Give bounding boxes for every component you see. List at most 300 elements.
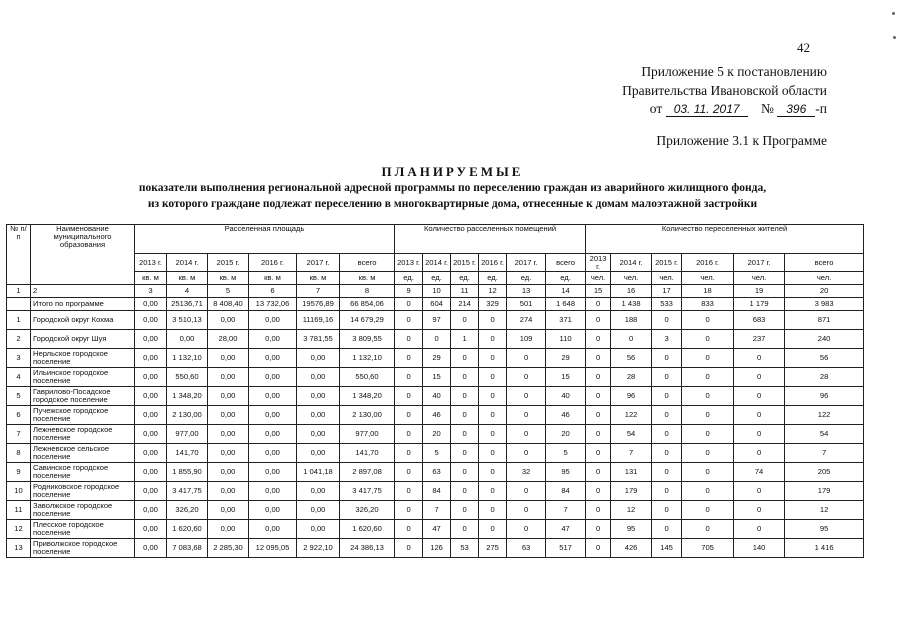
table-cell: 0: [451, 349, 479, 368]
total-cell: [7, 298, 31, 311]
table-row: [7, 425, 864, 444]
table-cell: 0: [734, 387, 785, 406]
column-number: 17: [652, 285, 682, 298]
table-row: [7, 444, 864, 463]
indicators-table: [6, 224, 864, 558]
column-number: 12: [479, 285, 507, 298]
page-number: 42: [797, 40, 810, 55]
table-cell: 0: [586, 444, 611, 463]
row-number: 2: [7, 330, 31, 349]
unit-header: кв. м: [340, 272, 395, 285]
table-cell: 0,00: [297, 482, 340, 501]
table-cell: 0: [479, 349, 507, 368]
table-cell: 32: [507, 463, 546, 482]
row-number: 11: [7, 501, 31, 520]
table-cell: 0: [507, 425, 546, 444]
unit-header: кв. м: [297, 272, 340, 285]
table-cell: 84: [423, 482, 451, 501]
total-cell: 0: [395, 298, 423, 311]
table-cell: 7: [611, 444, 652, 463]
table-cell: 0: [652, 463, 682, 482]
table-cell: 0: [734, 520, 785, 539]
table-cell: 0,00: [135, 349, 167, 368]
table-cell: 7: [423, 501, 451, 520]
table-cell: 0,00: [135, 387, 167, 406]
table-cell: 0,00: [135, 520, 167, 539]
municipality-name: Лежневское городское поселение: [31, 425, 135, 444]
total-cell: 13 732,06: [249, 298, 297, 311]
table-cell: 0: [451, 520, 479, 539]
table-cell: 3 417,75: [340, 482, 395, 501]
table-cell: 371: [546, 311, 586, 330]
table-cell: 5: [423, 444, 451, 463]
table-cell: 0,00: [249, 425, 297, 444]
table-row: [7, 387, 864, 406]
title-main: ПЛАНИРУЕМЫЕ: [381, 164, 524, 179]
table-cell: 0: [682, 501, 734, 520]
table-cell: 56: [785, 349, 864, 368]
table-cell: 0: [652, 349, 682, 368]
total-cell: 329: [479, 298, 507, 311]
table-cell: 0: [451, 425, 479, 444]
years-row: [7, 254, 864, 272]
table-cell: 0: [479, 501, 507, 520]
municipality-name: Заволжское городское поселение: [31, 501, 135, 520]
table-cell: 0: [682, 425, 734, 444]
table-cell: 110: [546, 330, 586, 349]
table-cell: 0,00: [135, 539, 167, 558]
table-cell: 326,20: [167, 501, 208, 520]
total-cell: 19576,89: [297, 298, 340, 311]
table-cell: 0,00: [249, 330, 297, 349]
table-row: [7, 501, 864, 520]
table-cell: 0: [652, 482, 682, 501]
table-cell: 0: [451, 444, 479, 463]
table-cell: 550,60: [167, 368, 208, 387]
table-cell: 0: [682, 463, 734, 482]
total-cell: 1 179: [734, 298, 785, 311]
column-number: 4: [167, 285, 208, 298]
table-cell: 517: [546, 539, 586, 558]
table-cell: 1 132,10: [167, 349, 208, 368]
table-cell: 40: [546, 387, 586, 406]
table-cell: 0: [507, 368, 546, 387]
table-cell: 0: [479, 330, 507, 349]
unit-header: кв. м: [249, 272, 297, 285]
table-cell: 0: [682, 368, 734, 387]
total-cell: 214: [451, 298, 479, 311]
column-number: 11: [451, 285, 479, 298]
row-number: 1: [7, 311, 31, 330]
document-date: 03. 11. 2017: [666, 102, 748, 117]
header-line-2: Правительства Ивановской области: [622, 83, 827, 98]
table-cell: 0: [652, 444, 682, 463]
total-cell: 0,00: [135, 298, 167, 311]
table-cell: 0,00: [135, 501, 167, 520]
column-number: 3: [135, 285, 167, 298]
table-cell: 2 130,00: [340, 406, 395, 425]
year-header: 2014 г.: [167, 254, 208, 272]
table-cell: 0: [479, 406, 507, 425]
table-cell: 0: [507, 520, 546, 539]
table-cell: 274: [507, 311, 546, 330]
table-cell: 56: [611, 349, 652, 368]
table-cell: 871: [785, 311, 864, 330]
table-cell: 0,00: [208, 444, 249, 463]
row-number: 12: [7, 520, 31, 539]
table-cell: 0: [734, 444, 785, 463]
column-number: 9: [395, 285, 423, 298]
table-cell: 0: [395, 349, 423, 368]
table-cell: 0: [479, 387, 507, 406]
table-cell: 54: [611, 425, 652, 444]
table-cell: 0: [682, 349, 734, 368]
column-number: 6: [249, 285, 297, 298]
table-cell: 0: [586, 463, 611, 482]
column-number: 16: [611, 285, 652, 298]
table-cell: 0: [682, 311, 734, 330]
row-number: 13: [7, 539, 31, 558]
table-row: [7, 539, 864, 558]
table-cell: 11169,16: [297, 311, 340, 330]
table-cell: 0,00: [297, 425, 340, 444]
table-cell: 0,00: [297, 444, 340, 463]
table-cell: 1 620,60: [167, 520, 208, 539]
table-row: [7, 368, 864, 387]
table-cell: 0: [652, 368, 682, 387]
year-header: 2016 г.: [682, 254, 734, 272]
col-name-header: Наименование муниципального образования: [31, 225, 135, 285]
table-cell: 0: [652, 406, 682, 425]
table-cell: 0: [507, 444, 546, 463]
table-cell: 95: [611, 520, 652, 539]
table-cell: 40: [423, 387, 451, 406]
table-cell: 0,00: [208, 406, 249, 425]
table-cell: 28: [611, 368, 652, 387]
table-cell: 0: [682, 406, 734, 425]
table-cell: 275: [479, 539, 507, 558]
table-cell: 0: [479, 311, 507, 330]
table-cell: 0: [395, 444, 423, 463]
total-cell: 0: [586, 298, 611, 311]
total-cell: 604: [423, 298, 451, 311]
table-cell: 0: [682, 520, 734, 539]
appendix-label: Приложение 3.1 к Программе: [656, 133, 827, 148]
table-cell: 63: [507, 539, 546, 558]
table-cell: 0,00: [249, 463, 297, 482]
table-cell: 0,00: [249, 501, 297, 520]
column-number: 8: [340, 285, 395, 298]
table-cell: 0: [586, 482, 611, 501]
column-number: 18: [682, 285, 734, 298]
column-number: 15: [586, 285, 611, 298]
table-cell: 0,00: [249, 387, 297, 406]
table-cell: 179: [611, 482, 652, 501]
table-cell: 0,00: [208, 387, 249, 406]
total-cell: 533: [652, 298, 682, 311]
table-cell: 0,00: [167, 330, 208, 349]
table-cell: 0: [682, 444, 734, 463]
number-label: №: [761, 101, 774, 116]
table-cell: 0: [451, 482, 479, 501]
table-cell: 0: [395, 425, 423, 444]
table-cell: 24 386,13: [340, 539, 395, 558]
column-number: 2: [31, 285, 135, 298]
total-label: Итого по программе: [31, 298, 135, 311]
table-cell: 0,00: [297, 387, 340, 406]
table-cell: 0: [479, 368, 507, 387]
table-cell: 141,70: [340, 444, 395, 463]
table-cell: 15: [423, 368, 451, 387]
table-cell: 0,00: [208, 520, 249, 539]
table-cell: 47: [423, 520, 451, 539]
unit-header: кв. м: [135, 272, 167, 285]
table-cell: 12: [785, 501, 864, 520]
unit-header: чел.: [682, 272, 734, 285]
table-cell: 0,00: [135, 463, 167, 482]
unit-header: ед.: [479, 272, 507, 285]
table-cell: 0,00: [249, 520, 297, 539]
table-cell: 0: [586, 330, 611, 349]
table-cell: 0: [586, 349, 611, 368]
municipality-name: Гаврилово-Посадское городское поселение: [31, 387, 135, 406]
table-cell: 0: [734, 406, 785, 425]
total-cell: 1 648: [546, 298, 586, 311]
table-cell: 0: [451, 463, 479, 482]
year-header: 2017 г.: [507, 254, 546, 272]
table-cell: 0: [586, 501, 611, 520]
total-cell: 833: [682, 298, 734, 311]
municipality-name: Пучежское городское поселение: [31, 406, 135, 425]
column-numbers-row: [7, 285, 864, 298]
column-number: 20: [785, 285, 864, 298]
table-cell: 0: [586, 368, 611, 387]
year-header: 2015 г.: [208, 254, 249, 272]
total-cell: 501: [507, 298, 546, 311]
table-cell: 95: [546, 463, 586, 482]
table-cell: 0: [586, 520, 611, 539]
table-cell: 28: [785, 368, 864, 387]
table-cell: 0: [652, 520, 682, 539]
unit-header: чел.: [611, 272, 652, 285]
table-cell: 0,00: [249, 311, 297, 330]
unit-header: ед.: [546, 272, 586, 285]
table-cell: 20: [423, 425, 451, 444]
table-cell: 0: [734, 349, 785, 368]
table-cell: 145: [652, 539, 682, 558]
table-cell: 96: [611, 387, 652, 406]
unit-header: чел.: [586, 272, 611, 285]
table-cell: 97: [423, 311, 451, 330]
unit-header: чел.: [652, 272, 682, 285]
table-cell: 0: [652, 387, 682, 406]
municipality-name: Плесское городское поселение: [31, 520, 135, 539]
table-cell: 126: [423, 539, 451, 558]
year-header: 2017 г.: [297, 254, 340, 272]
municipality-name: Нерльское городское поселение: [31, 349, 135, 368]
table-cell: 0: [682, 330, 734, 349]
row-number: 3: [7, 349, 31, 368]
table-cell: 0: [507, 482, 546, 501]
scan-speck: [892, 12, 895, 15]
table-cell: 0,00: [249, 482, 297, 501]
table-cell: 705: [682, 539, 734, 558]
table-cell: 0,00: [208, 463, 249, 482]
table-cell: 0: [586, 425, 611, 444]
year-header: всего: [340, 254, 395, 272]
table-cell: 0: [507, 349, 546, 368]
table-cell: 15: [546, 368, 586, 387]
table-row: [7, 463, 864, 482]
table-cell: 977,00: [167, 425, 208, 444]
table-cell: 122: [785, 406, 864, 425]
table-cell: 0: [734, 425, 785, 444]
table-cell: 53: [451, 539, 479, 558]
scan-speck: [893, 36, 896, 39]
unit-header: кв. м: [208, 272, 249, 285]
table-cell: 1 132,10: [340, 349, 395, 368]
row-number: 5: [7, 387, 31, 406]
table-cell: 0: [586, 539, 611, 558]
table-cell: 2 130,00: [167, 406, 208, 425]
table-cell: 188: [611, 311, 652, 330]
table-cell: 14 679,29: [340, 311, 395, 330]
table-cell: 0,00: [135, 330, 167, 349]
table-cell: 0: [395, 311, 423, 330]
table-cell: 0,00: [135, 406, 167, 425]
column-number: 10: [423, 285, 451, 298]
row-number: 6: [7, 406, 31, 425]
table-cell: 0: [395, 406, 423, 425]
column-number: 7: [297, 285, 340, 298]
table-cell: 54: [785, 425, 864, 444]
table-cell: 2 922,10: [297, 539, 340, 558]
table-cell: 0: [586, 406, 611, 425]
table-cell: 0: [682, 482, 734, 501]
table-cell: 0: [507, 501, 546, 520]
table-cell: 0,00: [135, 425, 167, 444]
title-sub-1: показатели выполнения региональной адресной программы по переселению граждан из аварийного жилищного фонда,: [138, 182, 767, 194]
table-cell: 1 855,90: [167, 463, 208, 482]
year-header: 2014 г.: [611, 254, 652, 272]
table-cell: 0: [451, 501, 479, 520]
table-cell: 1 348,20: [340, 387, 395, 406]
table-cell: 5: [546, 444, 586, 463]
table-cell: 0: [395, 482, 423, 501]
column-number: 19: [734, 285, 785, 298]
table-cell: 0: [451, 368, 479, 387]
table-cell: 0: [479, 425, 507, 444]
unit-header: ед.: [395, 272, 423, 285]
table-row: [7, 520, 864, 539]
table-cell: 3 809,55: [340, 330, 395, 349]
table-cell: 7: [785, 444, 864, 463]
table-cell: 0,00: [208, 482, 249, 501]
table-cell: 2 285,30: [208, 539, 249, 558]
table-cell: 0: [479, 444, 507, 463]
table-cell: 0: [395, 520, 423, 539]
table-cell: 0,00: [208, 425, 249, 444]
municipality-name: Ильинское городское поселение: [31, 368, 135, 387]
column-number: 13: [507, 285, 546, 298]
table-cell: 0: [652, 425, 682, 444]
document-number: 396: [777, 102, 815, 117]
table-cell: 0: [652, 311, 682, 330]
year-header: 2016 г.: [249, 254, 297, 272]
col-num-header: № п/п: [7, 225, 31, 285]
table-cell: 0: [586, 311, 611, 330]
table-cell: 0,00: [135, 482, 167, 501]
municipality-name: Приволжское городское поселение: [31, 539, 135, 558]
table-cell: 0,00: [249, 368, 297, 387]
table-cell: 0: [682, 387, 734, 406]
table-cell: 550,60: [340, 368, 395, 387]
year-header: 2013 г.: [135, 254, 167, 272]
year-header: 2017 г.: [734, 254, 785, 272]
title-sub-2: из которого граждане подлежат переселению в многоквартирные дома, отнесенные к домам малоэтажной застройки: [147, 198, 758, 210]
table-cell: 426: [611, 539, 652, 558]
table-cell: 3 781,55: [297, 330, 340, 349]
table-cell: 131: [611, 463, 652, 482]
table-cell: 140: [734, 539, 785, 558]
table-cell: 0,00: [208, 311, 249, 330]
total-cell: 8 408,40: [208, 298, 249, 311]
table-cell: 0: [423, 330, 451, 349]
table-cell: 0: [507, 387, 546, 406]
table-cell: 7 083,68: [167, 539, 208, 558]
table-cell: 977,00: [340, 425, 395, 444]
table-cell: 3 417,75: [167, 482, 208, 501]
table-row: [7, 311, 864, 330]
row-number: 8: [7, 444, 31, 463]
column-number: 5: [208, 285, 249, 298]
table-cell: 0,00: [208, 368, 249, 387]
table-cell: 63: [423, 463, 451, 482]
table-cell: 46: [423, 406, 451, 425]
table-cell: 0: [395, 368, 423, 387]
header-line-1: Приложение 5 к постановлению: [641, 64, 827, 79]
table-cell: 0: [734, 501, 785, 520]
table-cell: 0: [451, 311, 479, 330]
table-cell: 96: [785, 387, 864, 406]
table-cell: 240: [785, 330, 864, 349]
row-number: 9: [7, 463, 31, 482]
unit-header: чел.: [734, 272, 785, 285]
unit-header: ед.: [507, 272, 546, 285]
table-cell: 0: [652, 501, 682, 520]
table-cell: 0: [451, 406, 479, 425]
year-header: 2013 г.: [395, 254, 423, 272]
table-cell: 0: [586, 387, 611, 406]
table-cell: 0: [479, 482, 507, 501]
table-cell: 0: [395, 463, 423, 482]
table-cell: 29: [423, 349, 451, 368]
table-row: [7, 330, 864, 349]
municipality-name: Городской округ Шуя: [31, 330, 135, 349]
table-cell: 12: [611, 501, 652, 520]
table-cell: 0,00: [297, 406, 340, 425]
table-cell: 0: [395, 539, 423, 558]
table-cell: 74: [734, 463, 785, 482]
group-rooms-header: Количество расселенных помещений: [395, 225, 586, 254]
table-cell: 237: [734, 330, 785, 349]
table-cell: 0: [611, 330, 652, 349]
table-cell: 2 897,08: [340, 463, 395, 482]
year-header: 2014 г.: [423, 254, 451, 272]
table-cell: 0: [479, 520, 507, 539]
table-cell: 0: [479, 463, 507, 482]
group-area-header: Расселенная площадь: [135, 225, 395, 254]
